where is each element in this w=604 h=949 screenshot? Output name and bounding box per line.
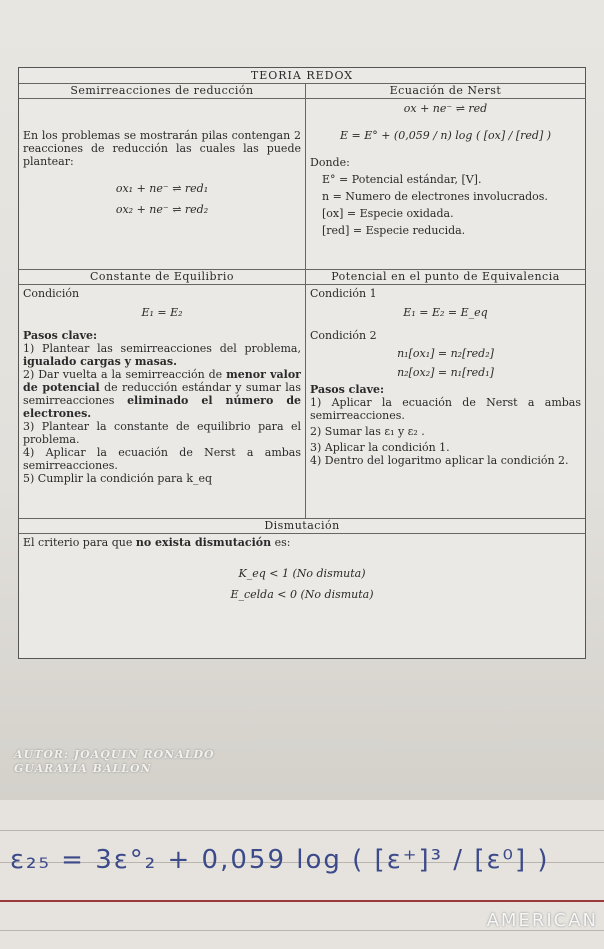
author-line-1: AUTOR: JOAQUIN RONALDO (14, 748, 215, 761)
equivalencia-paso-3: 3) Aplicar la condición 1. (310, 441, 450, 454)
author-banner (0, 748, 604, 788)
row-semireacciones (19, 84, 585, 270)
nernst-def-3: [ox] = Especie oxidada. (322, 207, 454, 220)
dismutacion-text-bold: no exista dismutación (135, 536, 272, 549)
dismutacion-header: Dismutación (19, 519, 585, 534)
equilibrio-cell (19, 270, 306, 518)
notebook-page (0, 800, 604, 949)
nernst-reaction: ox + ne⁻ ⇌ red (403, 102, 488, 115)
nernst-equation: E = E° + (0,059 / n) log ( [ox] / [red] ) (339, 129, 552, 142)
equilibrio-paso-1 (23, 342, 301, 368)
equilibrio-paso-5: 5) Cumplir la condición para k_eq (23, 472, 213, 485)
dismutacion-text-c: es: (271, 536, 291, 549)
nernst-def-2: n = Numero de electrones involucrados. (322, 190, 548, 203)
dismutacion-crit-2: E_celda < 0 (No dismuta) (230, 588, 374, 601)
nernst-header: Ecuación de Nerst (306, 84, 585, 99)
paso-1-bold: igualado cargas y masas. (23, 355, 177, 368)
nernst-cell (306, 84, 585, 269)
nernst-def-4: [red] = Especie reducida. (322, 224, 466, 237)
page-title: TEORIA REDOX (19, 68, 585, 84)
equilibrio-paso-2 (23, 368, 301, 420)
redox-theory-table (18, 67, 586, 659)
equivalencia-cond-1: Condición 1 (310, 287, 377, 300)
equivalencia-paso-1: 1) Aplicar la ecuación de Nerst a ambas semirreacciones. (310, 396, 581, 422)
equilibrio-body (19, 285, 305, 487)
paso-2-text-a: 2) Dar vuelta a la semirreacción de (23, 368, 227, 381)
author-line-2: GUARAYIA BALLON (14, 762, 152, 775)
margin-line (0, 900, 604, 902)
dismutacion-crit-1: K_eq < 1 (No dismuta) (238, 567, 366, 580)
equivalencia-paso-4: 4) Dentro del logaritmo aplicar la condición 2. (310, 454, 569, 467)
paso-2-bold-a: menor valor de potencial (23, 368, 301, 394)
row-dismutacion (19, 519, 585, 603)
dismutacion-body (19, 534, 585, 603)
equilibrio-condicion: Condición (23, 287, 80, 300)
equivalencia-body (306, 285, 585, 469)
semireaccion-eq-1: ox₁ + ne⁻ ⇌ red₁ (115, 182, 209, 195)
equivalencia-cond-2: Condición 2 (310, 329, 377, 342)
semireacciones-body (19, 99, 305, 220)
semireacciones-header: Semirreacciones de reducción (19, 84, 305, 99)
nernst-donde: Donde: (310, 156, 350, 169)
ruled-line (0, 830, 604, 831)
dismutacion-text-a: El criterio para que (23, 536, 136, 549)
equilibrio-pasos: Pasos clave: (23, 329, 98, 342)
notebook-brand: AMERICAN (486, 910, 598, 931)
row-equilibrio (19, 270, 585, 519)
equivalencia-header: Potencial en el punto de Equivalencia (306, 270, 585, 285)
equivalencia-paso-2: 2) Sumar las ε₁ y ε₂ . (310, 425, 425, 438)
equivalencia-pasos: Pasos clave: (310, 383, 385, 396)
paso-1-text: 1) Plantear las semirreacciones del problema, (23, 342, 301, 355)
equivalencia-cond-1-eq: E₁ = E₂ = E_eq (403, 306, 488, 319)
equilibrio-cond-eq: E₁ = E₂ (141, 306, 183, 319)
dismutacion-text (23, 536, 581, 549)
paso-2-text-b: de reducción estándar y sumar las semirreacciones (23, 381, 301, 407)
equilibrio-paso-3: 3) Plantear la constante de equilibrio para el problema. (23, 420, 301, 446)
semireacciones-text: En los problemas se mostrarán pilas contengan 2 reacciones de reducción las cuales las puede plantear: (23, 129, 301, 168)
equivalencia-cell (306, 270, 585, 518)
nernst-def-1: E° = Potencial estándar, [V]. (322, 173, 482, 186)
semireacciones-cell (19, 84, 306, 269)
nernst-body (306, 99, 585, 240)
semireaccion-eq-2: ox₂ + ne⁻ ⇌ red₂ (115, 203, 209, 216)
equivalencia-cond-2-eq-1: n₁[ox₁] = n₂[red₂] (397, 347, 494, 360)
handwritten-equation: ε₂₅ = 3ε°₂ + 0,059 log ( [ε⁺]³ / [ε⁰] ) (10, 845, 550, 875)
equilibrio-header: Constante de Equilibrio (19, 270, 305, 285)
paso-2-bold-b: eliminado el número de electrones. (23, 394, 302, 420)
equilibrio-paso-4: 4) Aplicar la ecuación de Nerst a ambas semirreacciones. (23, 446, 301, 472)
equivalencia-cond-2-eq-2: n₂[ox₂] = n₁[red₁] (397, 366, 494, 379)
